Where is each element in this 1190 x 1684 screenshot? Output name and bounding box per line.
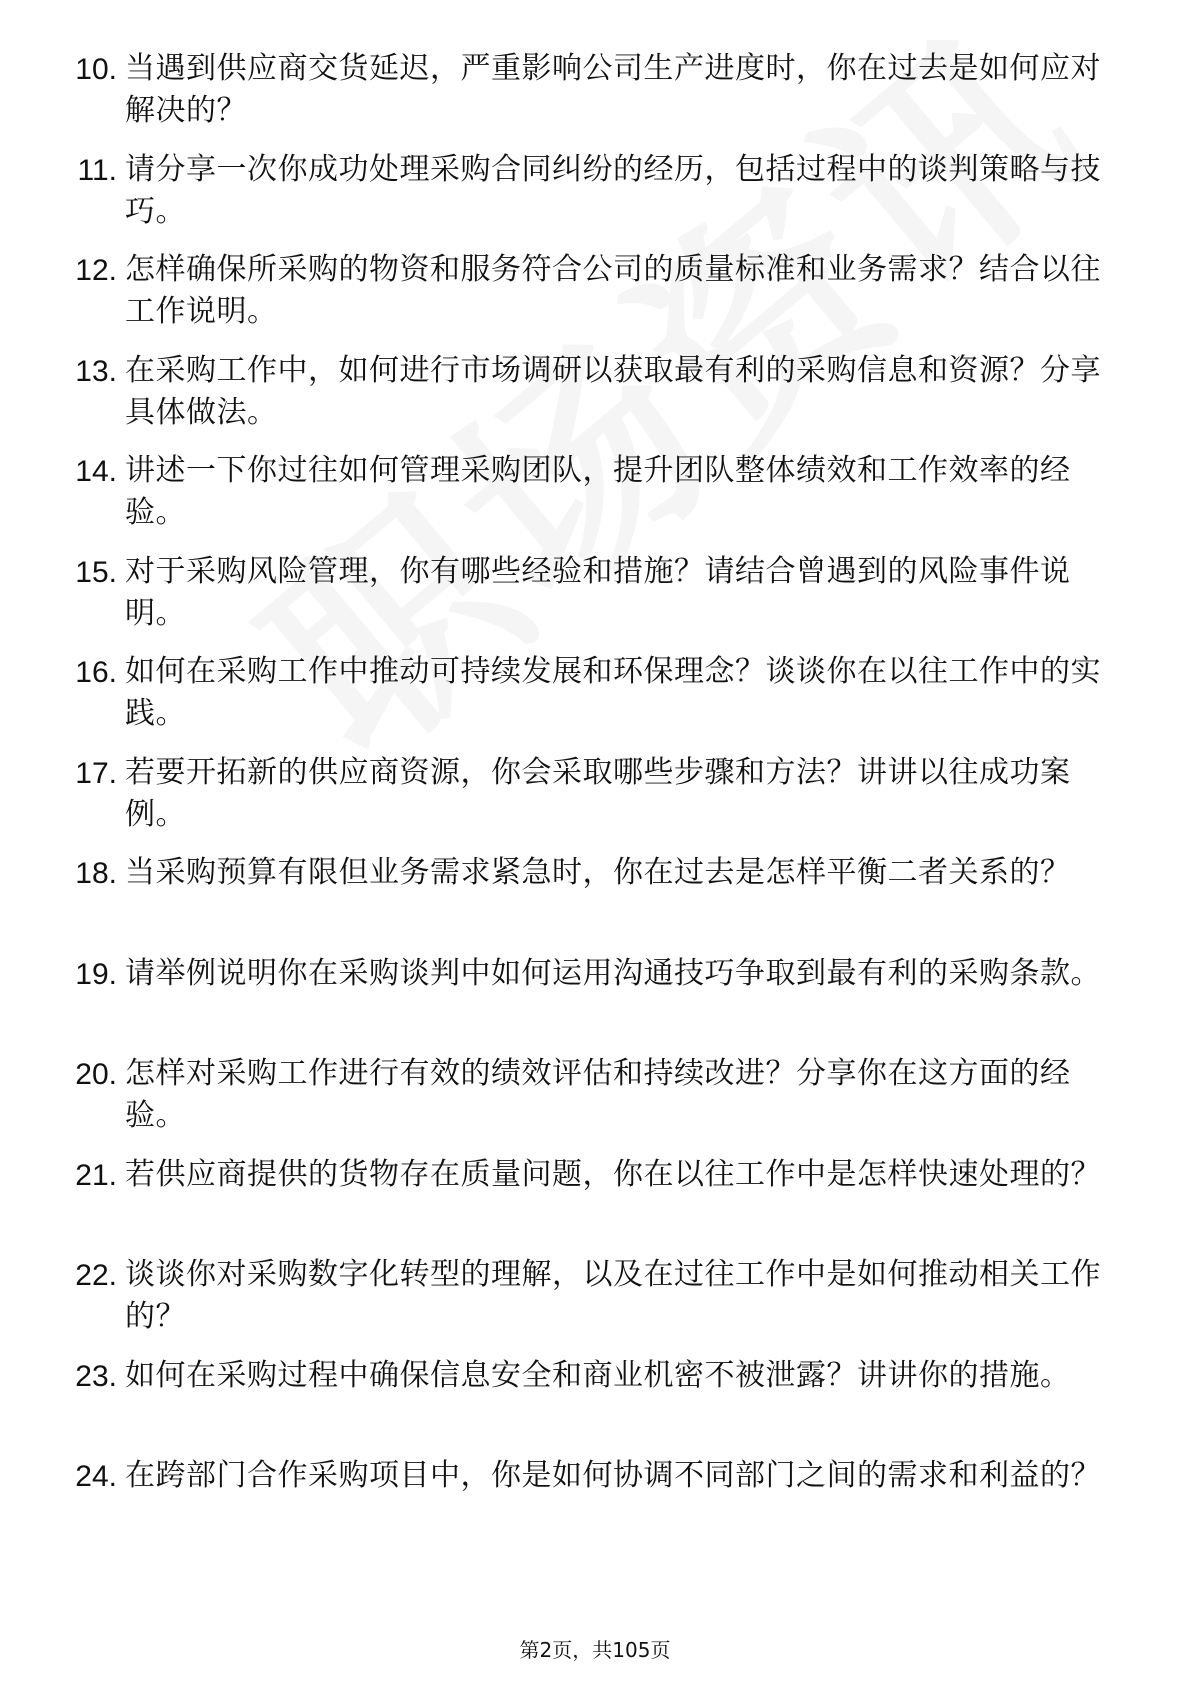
question-text: 请分享一次你成功处理采购合同纠纷的经历，包括过程中的谈判策略与技巧。 xyxy=(125,151,1101,229)
question-number: 20. xyxy=(75,1058,117,1091)
question-text: 如何在采购过程中确保信息安全和商业机密不被泄露？讲讲你的措施。 xyxy=(125,1357,1071,1393)
question-item xyxy=(55,1455,1115,1556)
question-item xyxy=(55,350,1115,451)
question-item xyxy=(55,249,1115,350)
question-list xyxy=(55,48,1115,1556)
question-number: 21. xyxy=(75,1158,117,1192)
question-number: 12. xyxy=(75,254,117,287)
question-item xyxy=(55,1053,1115,1154)
question-text: 在跨部门合作采购项目中，你是如何协调不同部门之间的需求和利益的？ xyxy=(125,1458,1101,1493)
question-number: 17. xyxy=(75,756,117,790)
question-text: 请举例说明你在采购谈判中如何运用沟通技巧争取到最有利的采购条款。 xyxy=(125,955,1101,991)
question-item xyxy=(55,149,1115,250)
question-number: 19. xyxy=(75,957,117,991)
question-item xyxy=(55,48,1115,149)
question-text: 讲述一下你过往如何管理采购团队，提升团队整体绩效和工作效率的经验。 xyxy=(125,453,1071,530)
question-number: 15. xyxy=(75,555,117,589)
question-number: 22. xyxy=(75,1259,117,1292)
question-number: 13. xyxy=(75,354,117,388)
page-footer xyxy=(0,1636,1190,1664)
question-text: 怎样确保所采购的物资和服务符合公司的质量标准和业务需求？结合以往工作说明。 xyxy=(125,252,1101,329)
question-number: 23. xyxy=(75,1359,117,1393)
question-text: 当遇到供应商交货延迟，严重影响公司生产进度时，你在过去是如何应对解决的？ xyxy=(125,51,1101,128)
question-text: 若要开拓新的供应商资源，你会采取哪些步骤和方法？讲讲以往成功案例。 xyxy=(125,754,1071,832)
question-number: 11. xyxy=(77,153,117,187)
question-number: 24. xyxy=(75,1460,117,1493)
question-item xyxy=(55,551,1115,652)
question-number: 16. xyxy=(75,656,117,689)
question-text: 如何在采购工作中推动可持续发展和环保理念？谈谈你在以往工作中的实践。 xyxy=(125,654,1101,731)
question-text: 谈谈你对采购数字化转型的理解，以及在过往工作中是如何推动相关工作的？ xyxy=(125,1257,1101,1334)
question-item xyxy=(55,1154,1115,1255)
question-number: 18. xyxy=(75,857,117,890)
question-item xyxy=(55,651,1115,752)
question-number: 10. xyxy=(75,53,117,86)
question-item xyxy=(55,1254,1115,1355)
question-text: 对于采购风险管理，你有哪些经验和措施？请结合曾遇到的风险事件说明。 xyxy=(125,553,1071,631)
question-text: 当采购预算有限但业务需求紧急时，你在过去是怎样平衡二者关系的？ xyxy=(125,855,1071,890)
question-number: 14. xyxy=(75,455,117,488)
question-text: 在采购工作中，如何进行市场调研以获取最有利的采购信息和资源？分享具体做法。 xyxy=(125,352,1101,430)
question-text: 若供应商提供的货物存在质量问题，你在以往工作中是怎样快速处理的？ xyxy=(125,1156,1101,1192)
question-text: 怎样对采购工作进行有效的绩效评估和持续改进？分享你在这方面的经验。 xyxy=(125,1056,1071,1133)
question-item xyxy=(55,752,1115,853)
page-number-label: 第2页，共105页 xyxy=(519,1638,671,1662)
question-item xyxy=(55,953,1115,1054)
question-item xyxy=(55,1355,1115,1456)
question-item xyxy=(55,852,1115,953)
question-item xyxy=(55,450,1115,551)
